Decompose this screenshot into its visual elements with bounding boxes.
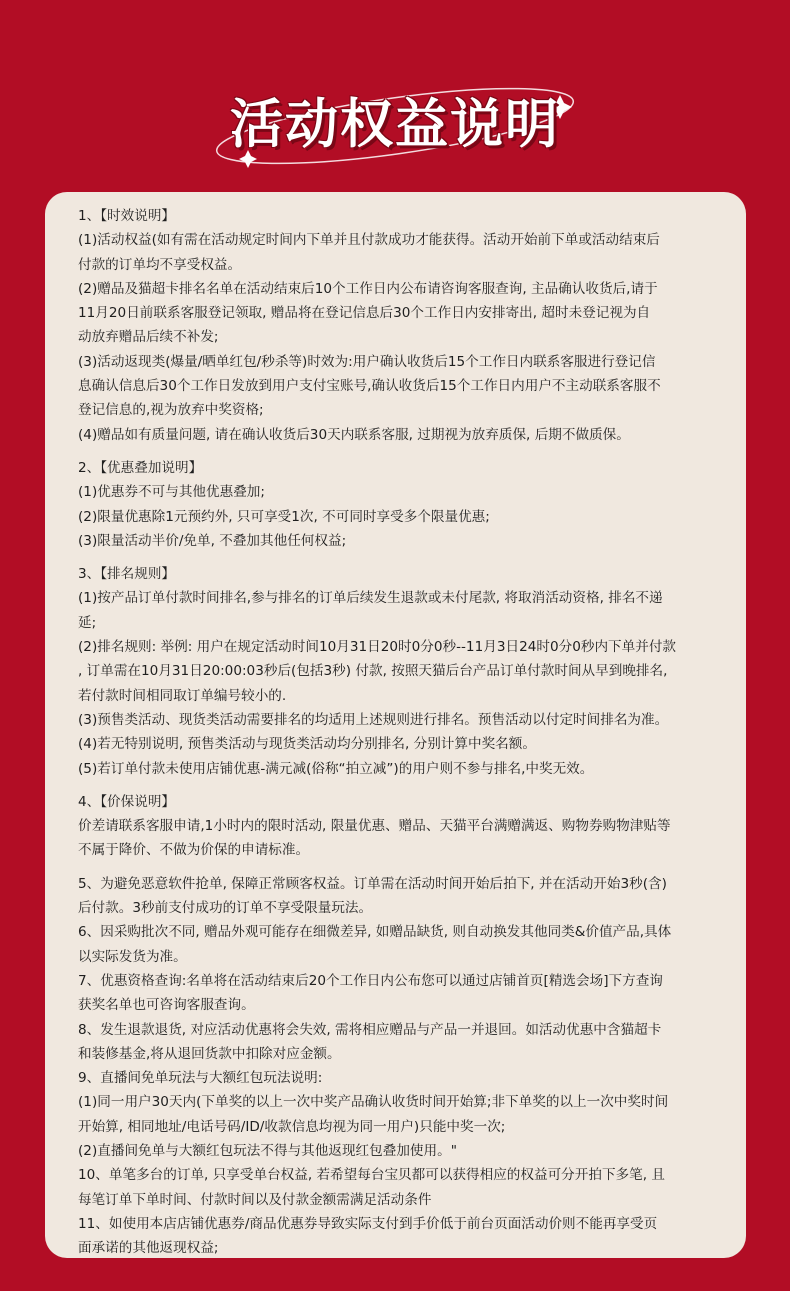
rule-line: (3)预售类活动、现货类活动需要排名的均适用上述规则进行排名。预售活动以付定时间排名为准。 xyxy=(78,711,669,728)
rule-line: (2)赠品及猫超卡排名名单在活动结束后10个工作日内公布请咨询客服查询, 主品确认收货后,请于 xyxy=(78,280,658,297)
rule-line: (5)若订单付款未使用店铺优惠-满元减(俗称“拍立减”)的用户则不参与排名,中奖无效。 xyxy=(78,760,594,777)
page-title: 活动权益说明 xyxy=(230,94,560,155)
rule-line: 息确认信息后30个工作日发放到用户支付宝账号,确认收货后15个工作日内用户不主动联系客服不 xyxy=(78,378,661,395)
rule-line: 不属于降价、不做为价保的申请标准。 xyxy=(78,842,310,859)
rule-line: 10、单笔多台的订单, 只享受单台权益, 若希望每台宝贝都可以获得相应的权益可分开拍下多笔, 且 xyxy=(78,1167,665,1184)
rule-line: (2)限量优惠除1元预约外, 只可享受1次, 不可同时享受多个限量优惠; xyxy=(78,508,490,525)
section-gap xyxy=(78,781,718,790)
rule-line: , 订单需在10月31日20:00:03秒后(包括3秒) 付款, 按照天猫后台产品订单付款时间从早到晚排名, xyxy=(78,663,668,680)
rules-content xyxy=(78,204,718,1260)
rule-line: 每笔订单下单时间、付款时间以及付款金额需满足活动条件 xyxy=(78,1191,432,1208)
rule-line: 11月20日前联系客服登记领取, 赠品将在登记信息后30个工作日内安排寄出, 超时未登记视为自 xyxy=(78,305,651,322)
rule-line: (4)若无特别说明, 预售类活动与现货类活动均分别排名, 分别计算中奖名额。 xyxy=(78,736,536,753)
section-heading: 4、【价保说明】 xyxy=(78,793,176,810)
rule-line: (3)活动返现类(爆量/晒单红包/秒杀等)时效为:用户确认收货后15个工作日内联系客服进行登记信 xyxy=(78,353,656,370)
rule-line: 后付款。3秒前支付成功的订单不享受限量玩法。 xyxy=(78,900,373,917)
rule-line: 开始算, 相同地址/电话号码/ID/收款信息均视为同一用户)只能中奖一次; xyxy=(78,1118,506,1135)
rule-line: 延; xyxy=(78,614,97,631)
section-gap xyxy=(78,447,718,456)
rule-line: 面承诺的其他返现权益; xyxy=(78,1240,219,1257)
rule-line: 以实际发货为准。 xyxy=(78,948,187,965)
rule-line: 价差请联系客服申请,1小时内的限时活动, 限量优惠、赠品、天猫平台满赠满返、购物券购物津贴等 xyxy=(78,818,671,835)
rule-line: 付款的订单均不享受权益。 xyxy=(78,256,242,273)
rule-line: (1)优惠券不可与其他优惠叠加; xyxy=(78,484,265,501)
section-gap xyxy=(78,553,718,562)
rule-line: 动放弃赠品后续不补发; xyxy=(78,329,219,346)
rule-line: (1)活动权益(如有需在活动规定时间内下单并且付款成功才能获得。活动开始前下单或活动结束后 xyxy=(78,232,660,249)
section-heading: 2、【优惠叠加说明】 xyxy=(78,459,203,476)
rule-line: 7、优惠资格查询:名单将在活动结束后20个工作日内公布您可以通过店铺首页[精选会场]下方查询 xyxy=(78,972,663,989)
rule-line: 若付款时间相同取订单编号较小的. xyxy=(78,687,287,704)
rule-line: 和装修基金,将从退回货款中扣除对应金额。 xyxy=(78,1045,341,1062)
rule-line: (2)直播间免单与大额红包玩法不得与其他返现红包叠加使用。" xyxy=(78,1142,457,1159)
section-heading: 3、【排名规则】 xyxy=(78,566,176,583)
header-banner xyxy=(0,0,790,195)
rule-line: 9、直播间免单玩法与大额红包玩法说明: xyxy=(78,1070,323,1087)
section-gap xyxy=(78,863,718,872)
rules-card xyxy=(45,192,746,1258)
rule-line: 8、发生退款退货, 对应活动优惠将会失效, 需将相应赠品与产品一并退回。如活动优惠中含猫超卡 xyxy=(78,1021,662,1038)
rule-line: 11、如使用本店店铺优惠券/商品优惠券导致实际支付到手价低于前台页面活动价则不能再享受页 xyxy=(78,1215,658,1232)
section-heading: 1、【时效说明】 xyxy=(78,208,176,224)
rule-line: 登记信息的,视为放弃中奖资格; xyxy=(78,402,264,419)
rule-line: (3)限量活动半价/免单, 不叠加其他任何权益; xyxy=(78,532,347,549)
rule-line: (4)赠品如有质量问题, 请在确认收货后30天内联系客服, 过期视为放弃质保, 后期不做质保。 xyxy=(78,426,630,443)
rule-line: (1)按产品订单付款时间排名,参与排名的订单后续发生退款或未付尾款, 将取消活动资格, 排名不递 xyxy=(78,590,663,607)
rule-line: 5、为避免恶意软件抢单, 保障正常顾客权益。订单需在活动时间开始后拍下, 并在活动开始3秒(含) xyxy=(78,875,667,892)
rule-line: 6、因采购批次不同, 赠品外观可能存在细微差异, 如赠品缺货, 则自动换发其他同类&价值产品,具体 xyxy=(78,924,672,941)
rule-line: (1)同一用户30天内(下单奖的以上一次中奖产品确认收货时间开始算;非下单奖的以上一次中奖时间 xyxy=(78,1094,669,1111)
rule-line: (2)排名规则: 举例: 用户在规定活动时间10月31日20时0分0秒--11月3日24时0分0秒内下单并付款 xyxy=(78,639,677,656)
rule-line: 获奖名单也可咨询客服查询。 xyxy=(78,997,255,1014)
